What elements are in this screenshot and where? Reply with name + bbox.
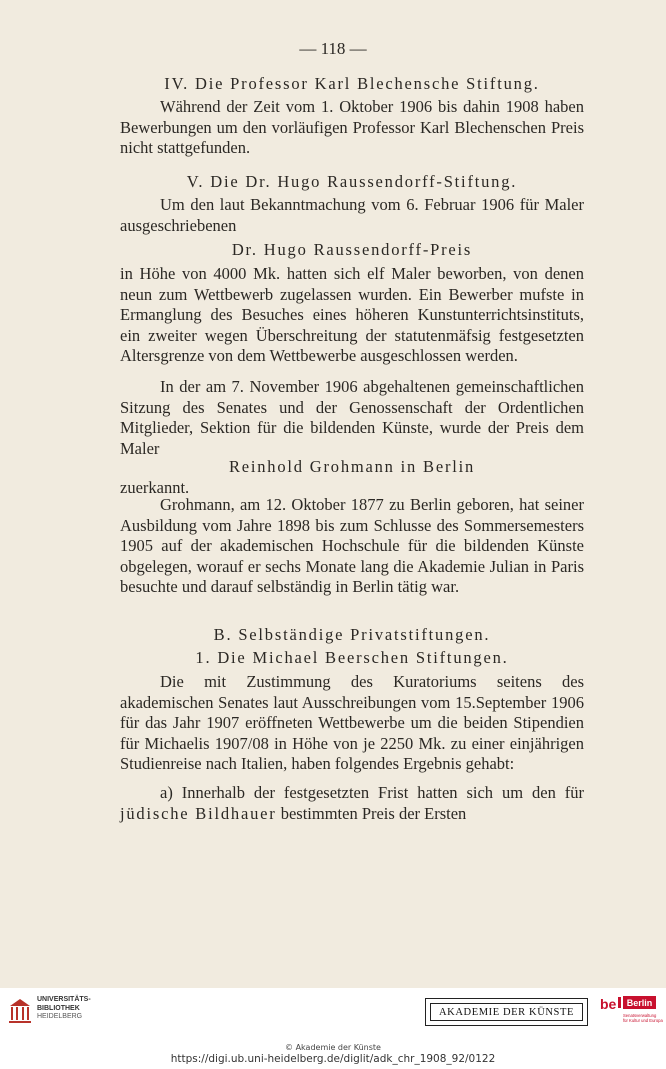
berlin-bear-icon bbox=[618, 997, 621, 1008]
library-name bbox=[37, 996, 91, 1022]
paragraph-wettbewerbe: Die mit Zustimmung des Kuratoriums seitens des akademischen Senates laut Ausschreibungen vom 15.September 1906 für das Jahr 1907 eröffneten Wettbewerbe um die beiden Stipendien für Michaelis 1907/08 in Höhe von je 2250 Mk. zu einer einjährigen Studienreise nach Italien, haben folgendes Ergebnis gehabt: bbox=[120, 672, 584, 774]
heading-michael-beer: 1. Die Michael Beerschen Stiftungen. bbox=[195, 648, 509, 667]
heading-blechen-stiftung: IV. Die Professor Karl Blechensche Stiftung. bbox=[164, 74, 540, 93]
be-berlin-logo[interactable] bbox=[599, 994, 663, 1030]
be-berlin-be: be bbox=[600, 996, 617, 1012]
copyright-notice: © Akademie der Künste bbox=[285, 1043, 381, 1052]
paragraph-raussendorff-bewerber: in Höhe von 4000 Mk. hatten sich elf Maler beworben, von denen neun zum Wettbewerb zugelassen wurden. Ein Bewerber mufste in Ermanglung des Besuches eines höheren Kunstunterrichtsinstituts, ein zweiter wegen Überschreitung der statutenmäfsig festgesetzten Altersgrenze von dem Wettbewerbe ausgeschlossen werden. bbox=[120, 264, 584, 366]
library-line-3: HEIDELBERG bbox=[37, 1013, 83, 1020]
paragraph-frist bbox=[120, 783, 584, 824]
heidelberg-library-logo[interactable] bbox=[8, 996, 91, 1026]
page-number: — 118 — bbox=[299, 39, 367, 58]
heading-raussendorff-preis: Dr. Hugo Raussendorff-Preis bbox=[231, 240, 473, 259]
library-line-1: UNIVERSITÄTS- bbox=[37, 996, 91, 1003]
library-line-2: BIBLIOTHEK bbox=[37, 1004, 80, 1012]
heading-grohmann: Reinhold Grohmann in Berlin bbox=[228, 457, 476, 476]
berlin-word: Berlin bbox=[626, 998, 653, 1008]
paragraph-frist-text: a) Innerhalb der festgesetzten Frist hatten sich um den für bbox=[160, 783, 584, 802]
paragraph-raussendorff-intro: Um den laut Bekanntmachung vom 6. Februar 1906 für Maler ausgeschriebenen bbox=[120, 195, 584, 235]
paragraph-grohmann-bio: Grohmann, am 12. Oktober 1877 zu Berlin geboren, hat seiner Ausbildung vom Jahre 1898 bis zum Schlusse des Sommersemesters 1905 auf der akademischen Hochschule für die bildenden Künste obgelegen, worauf er sechs Monate lang die Akademie Julian in Paris besuchte und darauf selbständig in Berlin tätig war. bbox=[120, 495, 584, 597]
akademie-logo[interactable] bbox=[425, 998, 588, 1026]
paragraph-frist-end: bestimmten Preis der Ersten bbox=[280, 803, 467, 823]
heading-privatstiftungen: B. Selbständige Privatstiftungen. bbox=[213, 625, 491, 644]
berlin-small-1: Senatsverwaltung bbox=[623, 1013, 657, 1018]
paragraph-blechen: Während der Zeit vom 1. Oktober 1906 bis dahin 1908 haben Bewerbungen um den vorläufigen Professor Karl Blechenschen Preis nicht stattgefunden. bbox=[120, 97, 584, 158]
akademie-logo-text: AKADEMIE DER KÜNSTE bbox=[430, 1003, 583, 1021]
paragraph-sitzung: In der am 7. November 1906 abgehaltenen gemeinschaftlichen Sitzung des Senates und der Genossenschaft der Ordentlichen Mitglieder, Sektion für die bildenden Künste, wurde der Preis dem Maler bbox=[120, 377, 584, 458]
heading-raussendorff-stiftung: V. Die Dr. Hugo Raussendorff-Stiftung. bbox=[186, 172, 518, 191]
library-building-icon bbox=[8, 996, 32, 1026]
paragraph-zuerkannt: zuerkannt. bbox=[120, 478, 190, 497]
juedische-bildhauer: jüdische Bildhauer bbox=[120, 803, 277, 823]
berlin-small-2: für Kultur und Europa bbox=[623, 1018, 663, 1023]
page-url-link[interactable]: https://digi.ub.uni-heidelberg.de/diglit/adk_chr_1908_92/0122 bbox=[170, 1053, 496, 1065]
